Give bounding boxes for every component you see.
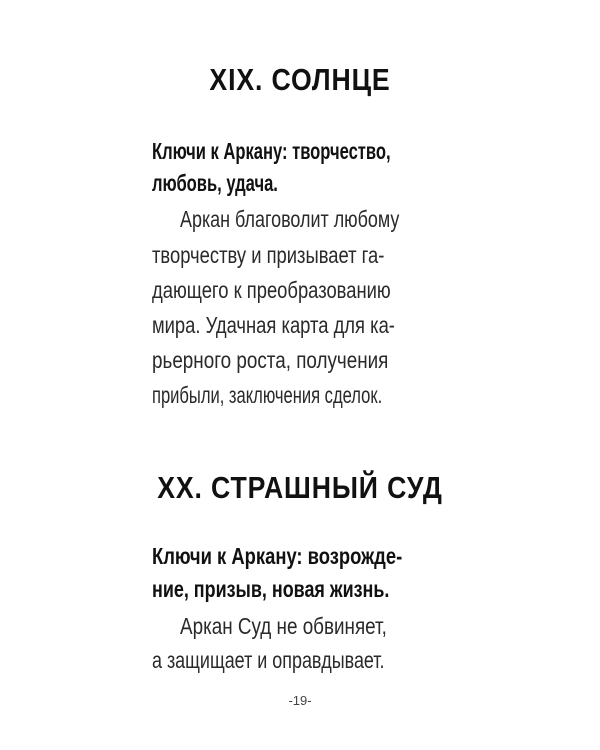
body-line-2: творчеству и призывает га- bbox=[152, 242, 385, 268]
body-line-4: мира. Удачная карта для ка- bbox=[152, 312, 395, 338]
keys-line-2: ние, призыв, новая жизнь. bbox=[152, 576, 390, 602]
section-title-sun: XIX. СОЛНЦЕ bbox=[209, 62, 391, 97]
body-line-2: а защищает и оправдывает. bbox=[152, 647, 385, 673]
keys-line-2: любовь, удача. bbox=[152, 170, 278, 196]
body-line-1: Аркан Суд не обвиняет, bbox=[180, 613, 387, 639]
body-line-6: прибыли, заключения сделок. bbox=[152, 382, 383, 408]
page-number: -19- bbox=[288, 693, 312, 708]
keys-line-1: Ключи к Аркану: возрожде- bbox=[152, 543, 403, 569]
keys-line-1: Ключи к Аркану: творчество, bbox=[152, 138, 391, 164]
body-line-1: Аркан благоволит любому bbox=[180, 206, 400, 232]
body-line-3: дающего к преобразованию bbox=[152, 277, 391, 303]
section-title-judgement: XX. СТРАШНЫЙ СУД bbox=[157, 470, 443, 505]
body-line-5: рьерного роста, получения bbox=[152, 347, 389, 373]
